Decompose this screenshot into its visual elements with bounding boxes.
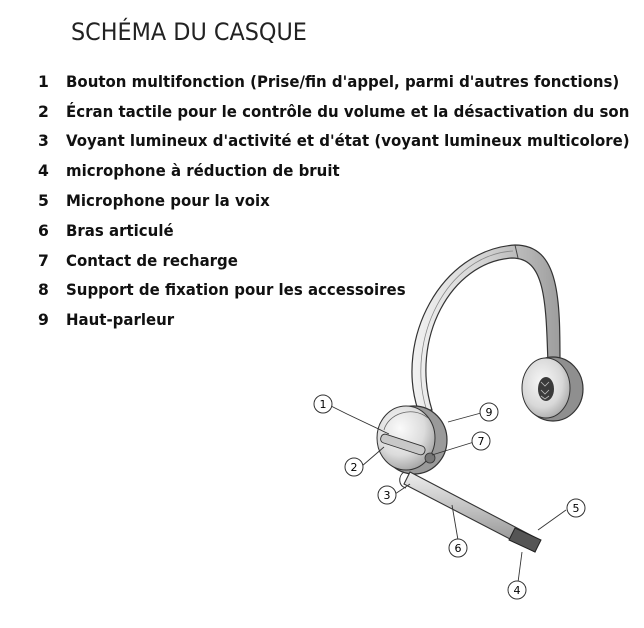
legend-text: microphone à réduction de bruit bbox=[66, 162, 340, 181]
legend-text: Bras articulé bbox=[66, 221, 174, 240]
page-title: SCHÉMA DU CASQUE bbox=[71, 18, 307, 46]
callout-3 bbox=[378, 486, 396, 504]
legend-text: Écran tactile pour le contrôle du volume et la désactivation du son bbox=[66, 102, 630, 121]
callout-label: 2 bbox=[350, 461, 358, 474]
boom-arm bbox=[400, 472, 541, 552]
legend-number: 7 bbox=[38, 251, 49, 270]
legend-number: 8 bbox=[38, 281, 49, 300]
left-ear-cup bbox=[377, 406, 447, 474]
legend-number: 4 bbox=[38, 162, 49, 181]
callout-7 bbox=[472, 432, 490, 450]
callout-9 bbox=[480, 403, 498, 421]
legend-text: Microphone pour la voix bbox=[66, 192, 270, 211]
legend-number: 3 bbox=[38, 132, 49, 151]
right-ear-cup bbox=[522, 357, 583, 421]
callout-2 bbox=[345, 458, 363, 476]
callout-label: 4 bbox=[513, 584, 521, 597]
legend-number: 5 bbox=[38, 192, 49, 211]
callout-1 bbox=[314, 395, 332, 413]
callout-5 bbox=[567, 499, 585, 517]
legend-text: Contact de recharge bbox=[66, 251, 238, 270]
callout-label: 6 bbox=[454, 542, 462, 555]
legend-number: 9 bbox=[38, 311, 49, 330]
legend-text: Support de fixation pour les accessoires bbox=[66, 281, 406, 300]
legend-number: 6 bbox=[38, 221, 49, 240]
legend-number: 1 bbox=[38, 72, 49, 91]
legend-text: Voyant lumineux d'activité et d'état (voyant lumineux multicolore) bbox=[66, 132, 630, 151]
callout-label: 5 bbox=[572, 502, 580, 515]
callout-label: 9 bbox=[485, 406, 493, 419]
callout-6 bbox=[449, 539, 467, 557]
callout-label: 7 bbox=[477, 435, 485, 448]
legend-number: 2 bbox=[38, 102, 49, 121]
callout-label: 1 bbox=[319, 398, 327, 411]
legend-text: Bouton multifonction (Prise/fin d'appel, parmi d'autres fonctions) bbox=[66, 72, 620, 91]
callout-4 bbox=[508, 581, 526, 599]
legend-text: Haut-parleur bbox=[66, 311, 175, 330]
callout-label: 3 bbox=[383, 489, 391, 502]
